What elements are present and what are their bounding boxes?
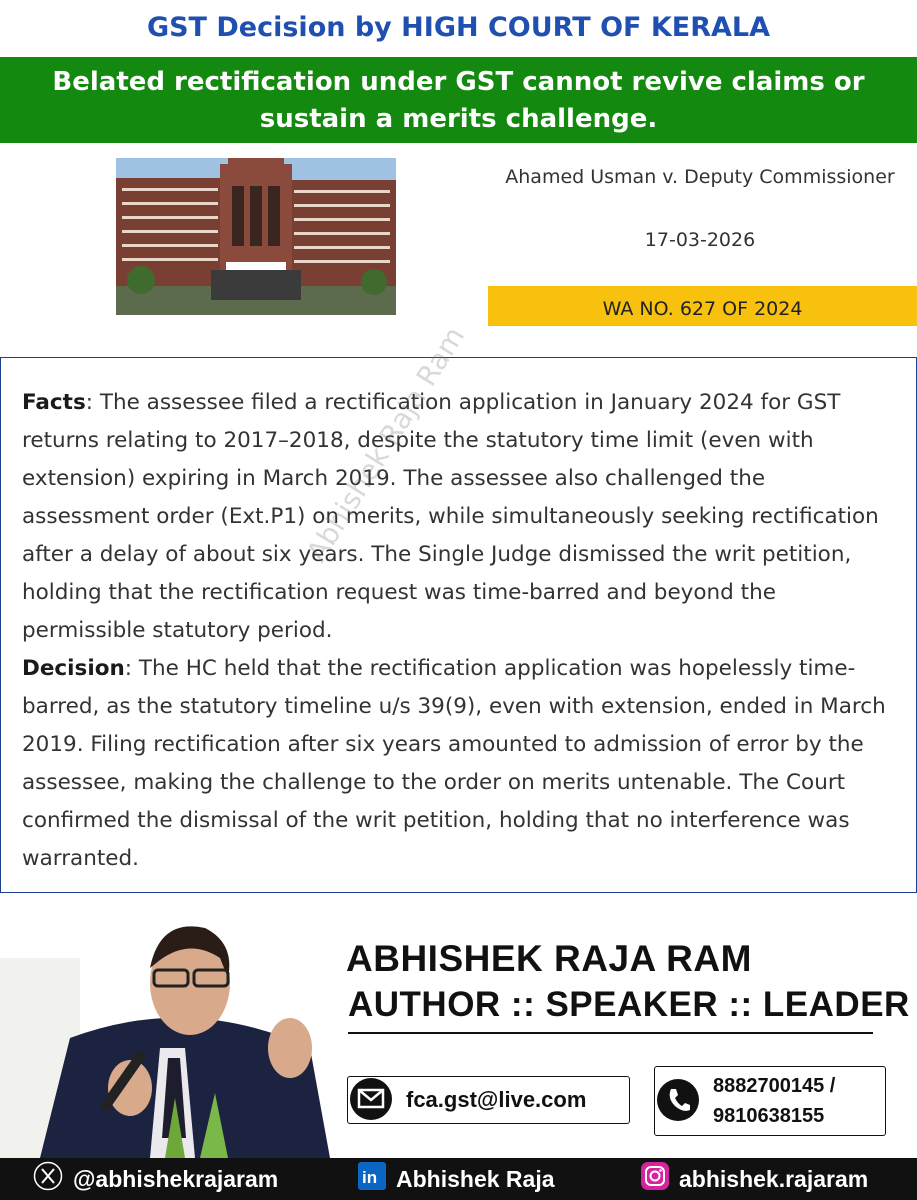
- email-contact[interactable]: [347, 1076, 630, 1124]
- case-summary-box: [0, 357, 917, 893]
- author-name: ABHISHEK RAJA RAM: [346, 938, 752, 979]
- svg-text:in: in: [362, 1168, 378, 1187]
- watermark: Abhishek Raja Ram: [300, 320, 472, 568]
- decision-text: : The HC held that the rectification application was hopelessly time-barred, as the statutory timeline u/s 39(9), even with extension, ended in March 2019. Filing rectification after six years amounted to admission of error by the assessee, making the challenge to the order on merits untenable. The Court confirmed the dismissal of the writ petition, holding that no interference was warranted.: [22, 656, 886, 871]
- x-twitter-icon: [33, 1161, 63, 1197]
- author-roles: AUTHOR :: SPEAKER :: LEADER: [348, 985, 910, 1024]
- twitter-link[interactable]: [33, 1158, 278, 1200]
- headline-banner: Belated rectification under GST cannot revive claims or sustain a merits challenge.: [0, 57, 917, 143]
- facts-text: : The assessee filed a rectification application in January 2024 for GST returns relating to 2017–2018, despite the statutory time limit (even with extension) expiring in March 2019. The assessee also challenged the assessment order (Ext.P1) on merits, while simultaneously seeking rectification after a delay of about six years. The Single Judge dismissed the writ petition, holding that the rectification request was time-barred and beyond the permissible statutory period.: [22, 390, 879, 643]
- email-icon: [350, 1078, 392, 1120]
- high-court-building-image: [116, 158, 396, 315]
- instagram-icon: [641, 1162, 669, 1196]
- social-footer: [0, 1158, 917, 1200]
- divider: [348, 1032, 873, 1034]
- phone-contact[interactable]: [654, 1066, 886, 1136]
- phone-numbers[interactable]: [713, 1071, 835, 1131]
- decision-label: Decision: [22, 656, 125, 681]
- page-title: GST Decision by HIGH COURT OF KERALA: [146, 12, 771, 43]
- author-photo: [0, 898, 330, 1158]
- instagram-handle[interactable]: abhishek.rajaram: [679, 1165, 869, 1192]
- linkedin-name[interactable]: Abhishek Raja: [396, 1165, 555, 1192]
- case-date: 17-03-2026: [644, 229, 756, 251]
- phone-icon: [657, 1079, 699, 1121]
- phone-number-2[interactable]: 9810638155: [713, 1105, 825, 1127]
- case-number-badge: WA NO. 627 OF 2024: [488, 286, 917, 326]
- facts-label: Facts: [22, 390, 86, 415]
- twitter-handle[interactable]: @abhishekrajaram: [73, 1165, 279, 1192]
- email-address[interactable]: fca.gst@live.com: [406, 1087, 587, 1112]
- case-name: Ahamed Usman v. Deputy Commissioner: [505, 166, 895, 188]
- instagram-link[interactable]: [641, 1158, 868, 1200]
- linkedin-icon: [358, 1162, 386, 1196]
- phone-number-1[interactable]: 8882700145 /: [713, 1075, 836, 1097]
- linkedin-link[interactable]: [358, 1158, 555, 1200]
